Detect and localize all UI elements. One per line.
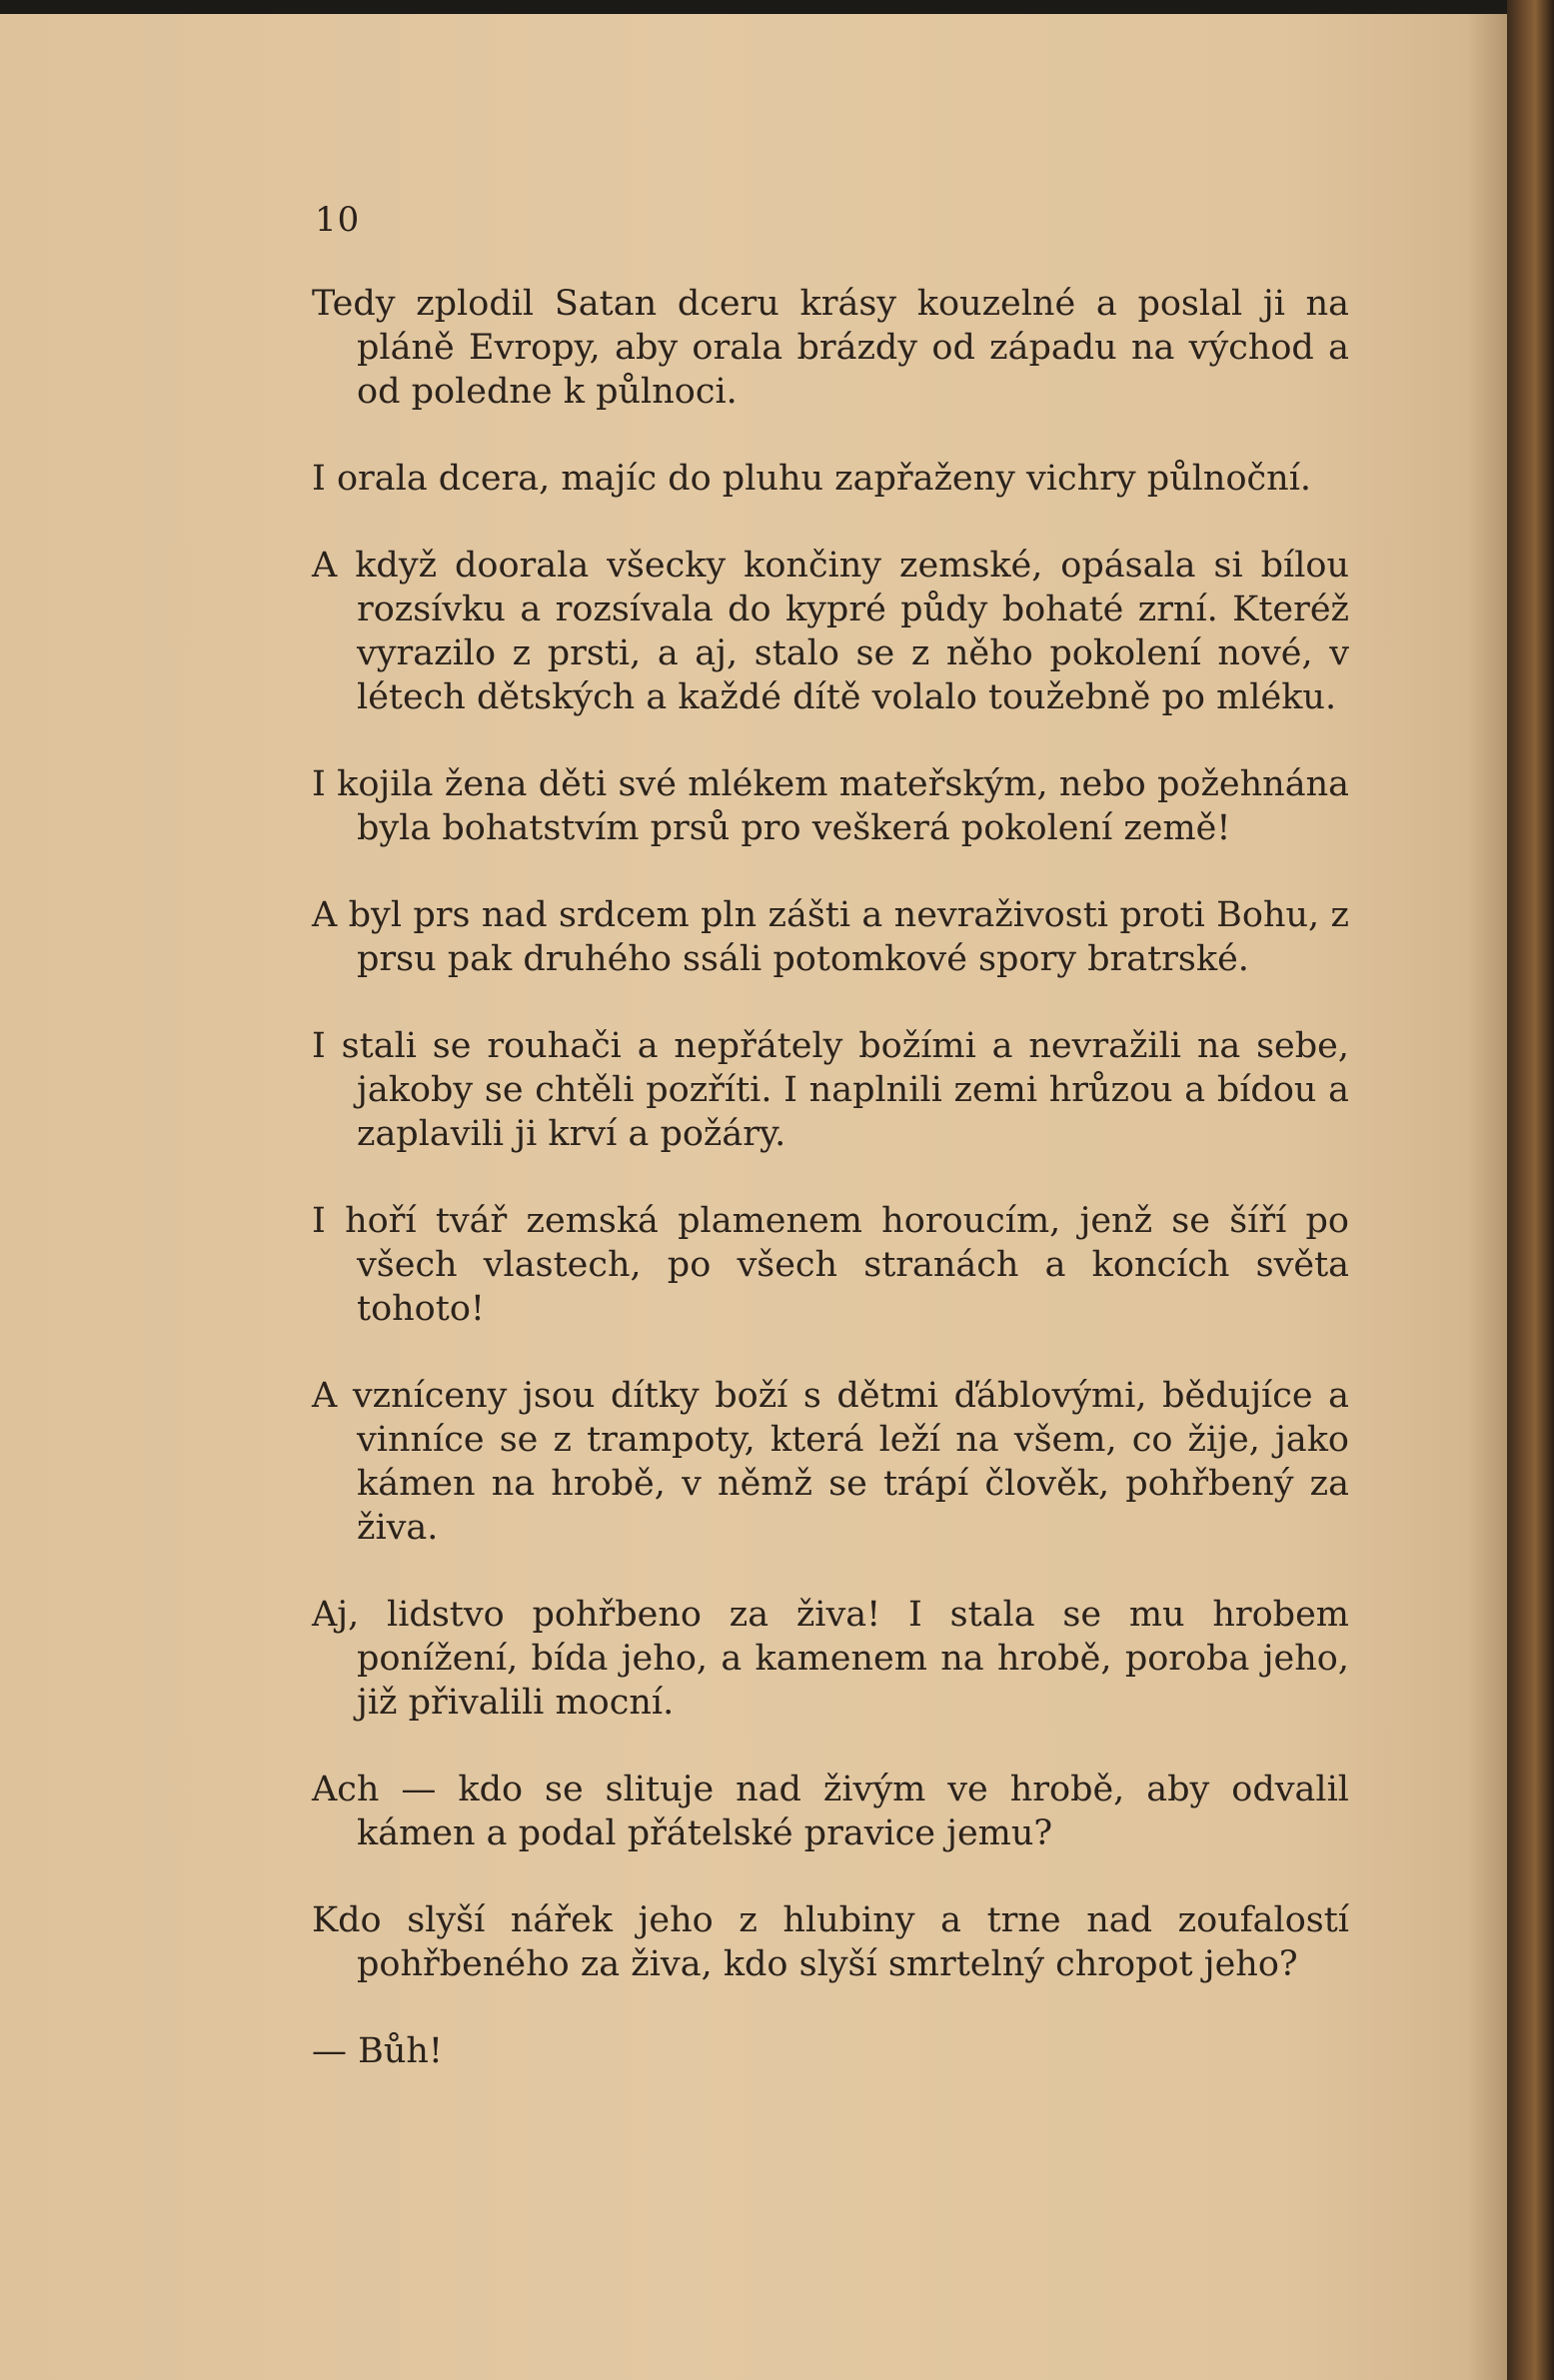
paragraph: I kojila žena děti své mlékem mateřským, nebo požehnána byla bohatstvím prsů pro veškerá pokolení země!	[312, 764, 1349, 848]
paragraph: Aj, lidstvo pohřbeno za živa! I stala se mu hrobem ponížení, bída jeho, a kamenem na hrobě, poroba jeho, již přivalili mocní.	[312, 1595, 1349, 1723]
paragraph: Ach — kdo se slituje nad živým ve hrobě, aby odvalil kámen a podal přátelské pravice jemu?	[312, 1770, 1349, 1853]
body-text	[312, 282, 1349, 2073]
page-number: 10	[315, 200, 361, 240]
paragraph: I stali se rouhači a nepřátely božími a nevražili na sebe, jakoby se chtěli pozříti. I naplnili zemi hrůzou a bídou a zaplavili ji krví a požáry.	[312, 1026, 1349, 1154]
paragraph: A když doorala všecky končiny zemské, opásala si bílou rozsívku a rozsívala do kypré půdy bohaté zrní. Kteréž vyrazilo z prsti, a aj, stalo se z něho pokolení nové, v létech dětských a každé dítě volalo toužebně po mléku.	[312, 546, 1349, 717]
paragraph: Tedy zplodil Satan dceru krásy kouzelné a poslal ji na pláně Evropy, aby orala brázdy od západu na východ a od poledne k půlnoci.	[312, 284, 1349, 412]
closing-line: — Bůh!	[312, 2031, 443, 2071]
paragraph: Kdo slyší nářek jeho z hlubiny a trne nad zoufalostí pohřbeného za živa, kdo slyší smrtelný chropot jeho?	[312, 1900, 1349, 1984]
paragraph: I orala dcera, majíc do pluhu zapřaženy vichry půlnoční.	[312, 459, 1312, 499]
paragraph: A vzníceny jsou dítky boží s dětmi ďáblovými, bědujíce a vinníce se z trampoty, která leží na všem, co žije, jako kámen na hrobě, v němž se trápí člověk, pohřbený za živa.	[312, 1376, 1349, 1548]
book-page	[0, 14, 1507, 2380]
paragraph: A byl prs nad srdcem pln zášti a nevraživosti proti Bohu, z prsu pak druhého ssáli potomkové spory bratrské.	[312, 895, 1349, 979]
paragraph: I hoří tvář zemská plamenem horoucím, jenž se šíří po všech vlastech, po všech stranách a koncích světa tohoto!	[312, 1201, 1349, 1329]
book-edge	[1507, 0, 1554, 2380]
